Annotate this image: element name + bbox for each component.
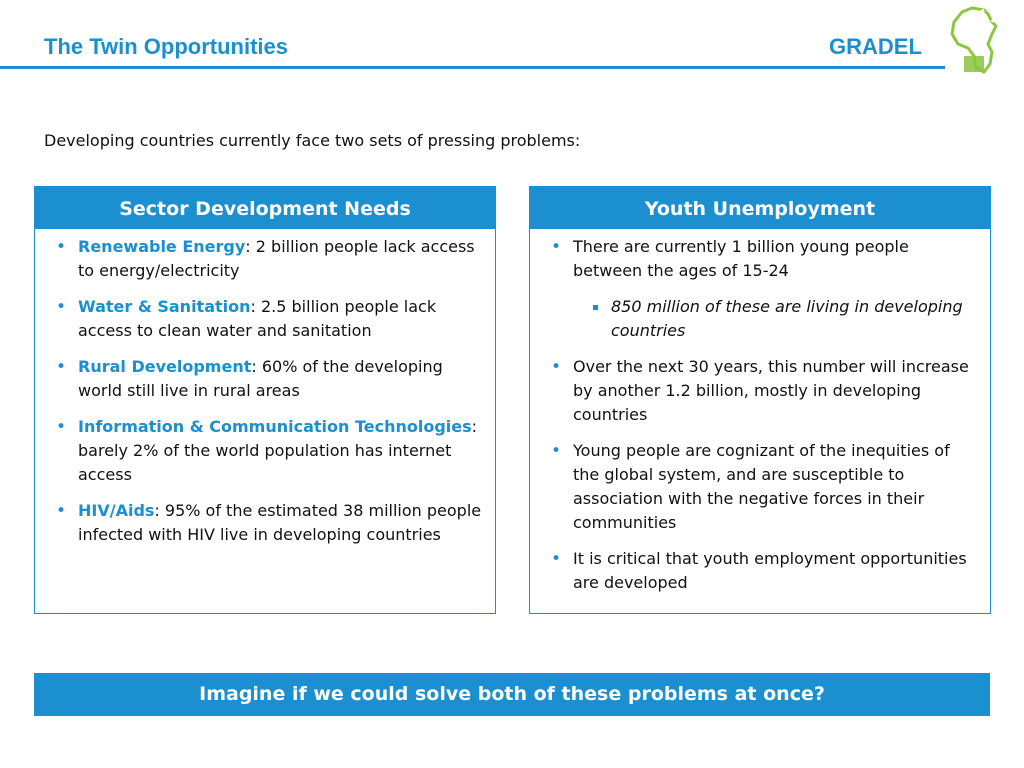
item-text: : barely 2% of the world population has internet access	[78, 417, 478, 484]
list-item	[550, 235, 980, 343]
item-text: : 60% of the developing world still live in rural areas	[78, 357, 443, 400]
list-item	[55, 499, 485, 547]
item-term: HIV/Aids	[78, 501, 155, 520]
list-item	[550, 439, 980, 535]
title-divider	[0, 66, 945, 69]
sector-development-panel	[34, 186, 496, 614]
panel-title: Sector Development Needs	[35, 187, 495, 229]
item-text: It is critical that youth employment opportunities are developed	[573, 549, 967, 592]
youth-unemployment-list	[530, 229, 990, 595]
item-term: Information & Communication Technologies	[78, 417, 472, 436]
item-text: Over the next 30 years, this number will increase by another 1.2 billion, mostly in developing countries	[573, 357, 969, 424]
item-text: : 2 billion people lack access to energy/electricity	[78, 237, 475, 280]
closing-banner: Imagine if we could solve both of these problems at once?	[34, 673, 990, 716]
item-term: Water & Sanitation	[78, 297, 251, 316]
item-term: Renewable Energy	[78, 237, 246, 256]
slide-title: The Twin Opportunities	[44, 34, 289, 59]
item-text: : 2.5 billion people lack access to clean water and sanitation	[78, 297, 437, 340]
item-text: There are currently 1 billion young people between the ages of 15-24	[573, 237, 909, 280]
sub-list	[573, 295, 980, 343]
item-text: : 95% of the estimated 38 million people infected with HIV live in developing countries	[78, 501, 482, 544]
list-item	[550, 355, 980, 427]
brand-name: GRADEL	[829, 34, 922, 59]
sector-needs-list	[35, 229, 495, 547]
list-item	[55, 355, 485, 403]
sub-list-item: 850 million of these are living in developing countries	[587, 295, 980, 343]
list-item	[55, 415, 485, 487]
item-term: Rural Development	[78, 357, 252, 376]
panel-title: Youth Unemployment	[530, 187, 990, 229]
list-item	[55, 295, 485, 343]
list-item	[550, 547, 980, 595]
item-text: Young people are cognizant of the inequities of the global system, and are susceptible to association with the negative forces in their communities	[573, 441, 950, 532]
youth-unemployment-panel	[529, 186, 991, 614]
africa-outline-logo-icon	[948, 4, 1000, 76]
list-item	[55, 235, 485, 283]
intro-text: Developing countries currently face two sets of pressing problems:	[44, 131, 581, 150]
